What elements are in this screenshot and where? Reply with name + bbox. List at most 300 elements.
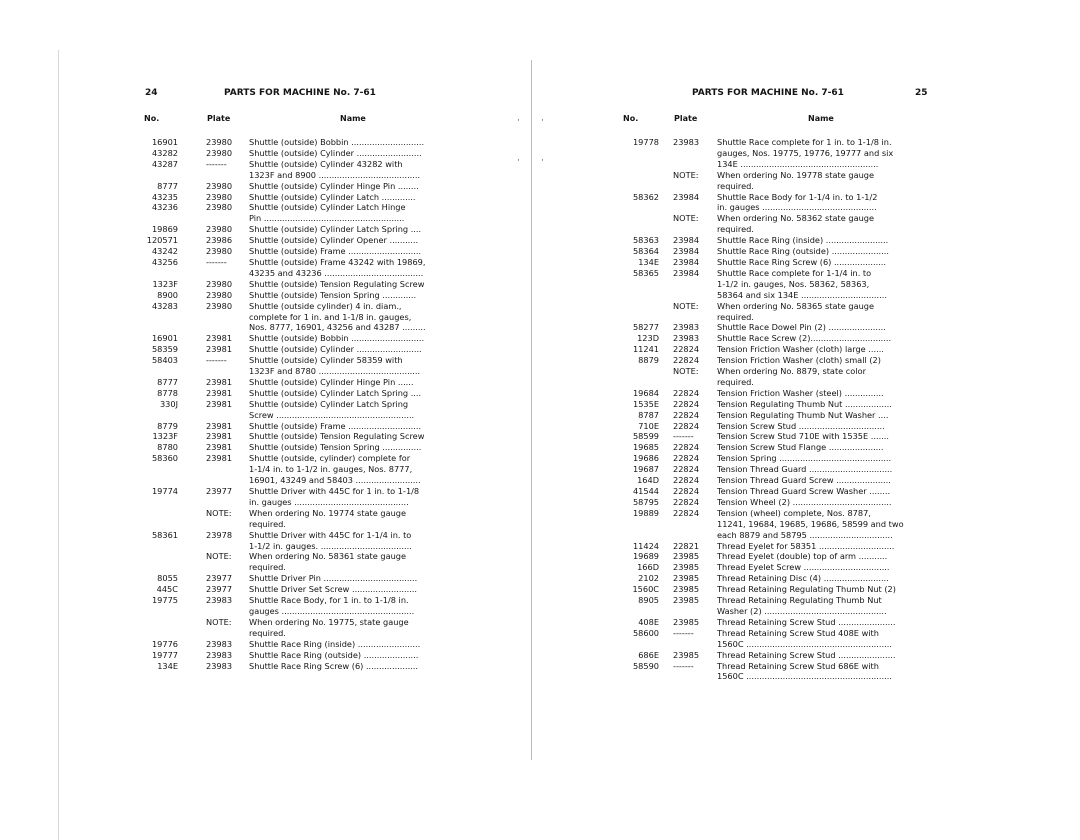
- part-name: Shuttle (outside) Frame 43242 with 19869,: [249, 256, 426, 267]
- plate-number: 23980: [206, 289, 233, 300]
- part-name: Shuttle (outside) Tension Regulating Screw: [249, 431, 425, 442]
- part-number: 8787: [638, 409, 659, 420]
- plate-number: 23984: [673, 267, 700, 278]
- part-name: Shuttle Race Ring Screw (6) ....................: [717, 256, 887, 267]
- right-page: [533, 0, 1080, 834]
- plate-number: 23983: [206, 649, 233, 660]
- part-number: 166D: [637, 562, 659, 573]
- part-name: 11241, 19684, 19685, 19686, 58599 and two: [717, 518, 904, 529]
- table-row: [608, 421, 935, 432]
- part-name: Shuttle Race Ring (outside) .....................: [249, 649, 419, 660]
- part-name: Nos. 8777, 16901, 43256 and 43287 .........: [249, 322, 426, 333]
- table-row: [608, 519, 935, 530]
- left-page: [0, 0, 533, 834]
- part-number: [120, 551, 178, 562]
- gutter-speck: ·: [541, 156, 544, 166]
- part-number: [608, 159, 659, 170]
- plate-number: [206, 519, 249, 530]
- table-row: [608, 661, 935, 672]
- part-name: required.: [249, 562, 286, 573]
- table-row: [608, 202, 935, 213]
- table-row: [120, 181, 465, 192]
- part-number: [120, 562, 178, 573]
- part-name: Shuttle (outside) Bobbin ............................: [249, 137, 425, 147]
- plate-number: [673, 312, 717, 323]
- table-row: [120, 301, 465, 312]
- table-row: [120, 442, 465, 453]
- table-row: [608, 399, 935, 410]
- table-row: [608, 257, 935, 268]
- table-row: [120, 257, 465, 268]
- table-row: [120, 377, 465, 388]
- plate-number: -------: [206, 355, 227, 366]
- table-row: [120, 584, 465, 595]
- table-row: [608, 279, 935, 290]
- plate-number: [206, 410, 249, 421]
- table-row: [608, 377, 935, 388]
- part-name: Shuttle (outside) Cylinder 43282 with: [249, 158, 403, 169]
- part-name: Thread Retaining Screw Stud ......................: [717, 616, 896, 627]
- part-number: 8905: [638, 595, 659, 606]
- part-number: [120, 268, 178, 279]
- part-name: each 8879 and 58795 ................................: [717, 529, 893, 540]
- table-row: [120, 192, 465, 203]
- part-name: Shuttle Race Body, for 1 in. to 1-1/8 in.: [249, 595, 409, 606]
- part-number: 445C: [156, 584, 178, 595]
- part-name: Thread Eyelet for 58351 .............................: [717, 540, 895, 551]
- part-number: [120, 475, 178, 486]
- table-row: [608, 355, 935, 366]
- table-row: [608, 431, 935, 442]
- part-number: 58403: [151, 355, 178, 366]
- part-name: Tension Screw Stud .................................: [717, 420, 885, 431]
- part-number: [608, 639, 659, 650]
- plate-number: 23980: [206, 202, 233, 213]
- part-number: 43256: [151, 256, 178, 267]
- table-row: [608, 595, 935, 606]
- plate-number: 22824: [673, 464, 700, 475]
- table-row: [120, 399, 465, 410]
- table-row: [608, 366, 935, 377]
- part-number: 686E: [638, 649, 659, 660]
- part-name: Shuttle (outside) Bobbin ............................: [249, 333, 425, 344]
- part-number: [120, 322, 178, 333]
- table-row: [120, 279, 465, 290]
- part-number: 19684: [632, 387, 659, 398]
- part-number: [608, 377, 659, 388]
- plate-number: [673, 181, 717, 192]
- plate-number: 23985: [673, 649, 700, 660]
- plate-number: [206, 170, 249, 181]
- part-name: Shuttle (outside) Cylinder Hinge Pin ......: [249, 376, 414, 387]
- plate-number: 22824: [673, 420, 700, 431]
- table-row: [120, 508, 465, 519]
- part-name: Shuttle (outside) Tension Spring ...............: [249, 442, 422, 453]
- table-row: [120, 475, 465, 486]
- part-number: 164D: [637, 475, 659, 486]
- table-row: [120, 606, 465, 617]
- table-row: [608, 290, 935, 301]
- plate-number: 23983: [206, 595, 233, 606]
- table-row: [120, 137, 465, 148]
- part-number: [120, 541, 178, 552]
- part-name: Shuttle Race Screw (2)...............................: [717, 333, 892, 344]
- plate-number: 22821: [673, 540, 700, 551]
- part-name: Shuttle (outside cylinder) 4 in. diam.,: [249, 300, 402, 311]
- part-number: [120, 628, 178, 639]
- part-name: Tension (wheel) complete, Nos. 8787,: [717, 507, 871, 518]
- part-name: When ordering No. 58365 state gauge: [717, 300, 875, 311]
- part-name: 58364 and six 134E .................................: [717, 289, 887, 300]
- part-name: When ordering No. 19774 state gauge: [249, 507, 407, 518]
- part-name: When ordering No. 58361 state gauge: [249, 551, 407, 562]
- part-number: 43283: [151, 300, 178, 311]
- part-name: Shuttle Race Body for 1-1/4 in. to 1-1/2: [717, 191, 878, 202]
- gutter-speck: ·: [541, 116, 544, 126]
- part-name: Thread Retaining Regulating Thumb Nut (2): [717, 584, 896, 595]
- part-name: Shuttle (outside) Cylinder Opener ...........: [249, 235, 419, 246]
- part-number: 134E: [157, 660, 178, 671]
- table-row: [120, 562, 465, 573]
- part-number: [120, 508, 178, 519]
- plate-number: [206, 312, 249, 323]
- plate-number: NOTE:: [673, 366, 699, 377]
- table-row: [120, 595, 465, 606]
- part-number: 58365: [632, 267, 659, 278]
- part-name: 16901, 43249 and 58403 .........................: [249, 475, 421, 486]
- column-header-no: No.: [623, 114, 639, 123]
- plate-number: [673, 530, 717, 541]
- table-row: [120, 312, 465, 323]
- table-row: [608, 584, 935, 595]
- plate-number: [673, 148, 717, 159]
- table-row: [608, 268, 935, 279]
- table-row: [608, 617, 935, 628]
- plate-number: 23977: [206, 584, 233, 595]
- plate-number: NOTE:: [673, 213, 699, 224]
- plate-number: [206, 322, 249, 333]
- part-number: [608, 213, 659, 224]
- part-number: [608, 279, 659, 290]
- part-number: 16901: [151, 137, 178, 147]
- part-number: 19889: [632, 507, 659, 518]
- table-row: [120, 224, 465, 235]
- table-row: [120, 486, 465, 497]
- part-name: required.: [717, 376, 754, 387]
- part-name: Tension Friction Washer (cloth) large ......: [717, 344, 884, 355]
- part-name: Shuttle Race complete for 1 in. to 1-1/8 in.: [717, 137, 892, 147]
- table-row: [120, 628, 465, 639]
- page-number: 25: [915, 88, 928, 98]
- gutter-speck: ·: [517, 116, 520, 126]
- table-row: [608, 562, 935, 573]
- part-number: [608, 170, 659, 181]
- plate-number: 22824: [673, 398, 700, 409]
- plate-number: 23981: [206, 431, 233, 442]
- plate-number: [206, 475, 249, 486]
- table-row: [120, 530, 465, 541]
- part-number: [608, 301, 659, 312]
- plate-number: [206, 497, 249, 508]
- table-row: [608, 606, 935, 617]
- table-row: [120, 617, 465, 628]
- part-name: Tension Spring ...........................................: [717, 453, 892, 464]
- part-number: 58600: [632, 627, 659, 638]
- plate-number: [206, 562, 249, 573]
- column-header-plate: Plate: [207, 114, 231, 123]
- part-name: When ordering No. 19778 state gauge: [717, 169, 875, 180]
- part-number: 8777: [157, 180, 178, 191]
- part-name: Shuttle (outside) Cylinder .........................: [249, 344, 422, 355]
- plate-number: [673, 159, 717, 170]
- table-row: [608, 453, 935, 464]
- plate-number: 23984: [673, 191, 700, 202]
- part-name: Screw .....................................................: [249, 409, 415, 420]
- part-number: [608, 671, 659, 682]
- plate-number: 23981: [206, 398, 233, 409]
- table-row: [608, 497, 935, 508]
- part-number: 58277: [632, 322, 659, 333]
- table-row: [120, 290, 465, 301]
- plate-number: 23983: [673, 137, 700, 147]
- part-name: Tension Thread Guard Screw .....................: [717, 475, 891, 486]
- part-name: Shuttle (outside) Cylinder Latch .............: [249, 191, 416, 202]
- part-name: Shuttle Driver Pin ....................................: [249, 573, 418, 584]
- plate-number: -------: [206, 158, 227, 169]
- part-name: 1-1/2 in. gauges. ...................................: [249, 540, 412, 551]
- table-row: [608, 246, 935, 257]
- part-name: Shuttle (outside) Cylinder 58359 with: [249, 355, 403, 366]
- part-name: Shuttle Driver with 445C for 1-1/4 in. to: [249, 529, 412, 540]
- part-name: gauges ...................................................: [249, 605, 415, 616]
- plate-number: [673, 519, 717, 530]
- part-number: 11241: [632, 344, 659, 355]
- part-name: Tension Friction Washer (steel) ...............: [717, 387, 884, 398]
- part-name: Shuttle (outside) Cylinder .........................: [249, 147, 422, 158]
- table-row: [608, 301, 935, 312]
- table-row: [120, 639, 465, 650]
- plate-number: 22824: [673, 496, 700, 507]
- part-number: [608, 202, 659, 213]
- part-name: When ordering No. 19775, state gauge: [249, 616, 409, 627]
- part-name: Tension Thread Guard ................................: [717, 464, 893, 475]
- part-name: 1323F and 8900 .......................................: [249, 169, 421, 180]
- plate-number: 23983: [206, 660, 233, 671]
- part-name: 1-1/4 in. to 1-1/2 in. gauges, Nos. 8777,: [249, 464, 413, 475]
- plate-number: 23985: [673, 584, 700, 595]
- part-number: 19687: [632, 464, 659, 475]
- parts-list: [608, 137, 935, 682]
- table-row: [120, 322, 465, 333]
- plate-number: 23981: [206, 420, 233, 431]
- table-row: [608, 508, 935, 519]
- table-row: [120, 148, 465, 159]
- part-number: [120, 497, 178, 508]
- page-title: PARTS FOR MACHINE No. 7-61: [692, 88, 844, 98]
- part-name: Shuttle Race Ring (inside) ........................: [249, 638, 421, 649]
- part-number: 8779: [157, 420, 178, 431]
- parts-list: [120, 137, 465, 671]
- part-number: 8780: [157, 442, 178, 453]
- plate-number: 23980: [206, 246, 233, 257]
- plate-number: [673, 377, 717, 388]
- part-number: 58362: [632, 191, 659, 202]
- part-name: Shuttle (outside) Cylinder Latch Spring: [249, 398, 409, 409]
- part-number: 1560C: [632, 584, 659, 595]
- part-number: [120, 312, 178, 323]
- table-row: [608, 148, 935, 159]
- part-name: Shuttle (outside) Tension Regulating Screw: [249, 278, 425, 289]
- part-name: required.: [249, 627, 286, 638]
- part-number: [608, 606, 659, 617]
- part-number: 43236: [151, 202, 178, 213]
- plate-number: [673, 290, 717, 301]
- part-number: 41544: [632, 486, 659, 496]
- table-row: [120, 246, 465, 257]
- part-number: 58590: [632, 660, 659, 671]
- part-name: complete for 1 in. and 1-1/8 in. gauges,: [249, 311, 412, 322]
- part-number: 43282: [151, 147, 178, 158]
- part-name: 134E .....................................................: [717, 158, 879, 169]
- plate-number: 23980: [206, 224, 233, 235]
- plate-number: 22824: [673, 475, 700, 486]
- column-header-name: Name: [340, 114, 366, 123]
- part-name: Thread Retaining Screw Stud 408E with: [717, 627, 879, 638]
- part-name: Shuttle (outside) Cylinder Latch Hinge: [249, 202, 406, 213]
- part-number: 58360: [151, 453, 178, 464]
- part-number: [608, 519, 659, 530]
- part-name: Shuttle Race Ring (inside) ........................: [717, 235, 889, 246]
- table-row: [608, 541, 935, 552]
- plate-number: [673, 606, 717, 617]
- part-number: 8778: [157, 387, 178, 398]
- part-number: [608, 312, 659, 323]
- part-number: 19869: [151, 224, 178, 235]
- table-row: [608, 159, 935, 170]
- part-name: Shuttle (outside) Cylinder Latch Spring ....: [249, 387, 422, 398]
- plate-number: 23977: [206, 486, 233, 496]
- part-number: [120, 464, 178, 475]
- table-row: [608, 628, 935, 639]
- table-row: [608, 312, 935, 323]
- part-number: 19776: [151, 638, 178, 649]
- part-name: Thread Retaining Screw Stud 686E with: [717, 660, 879, 671]
- table-row: [608, 213, 935, 224]
- table-row: [120, 344, 465, 355]
- part-name: gauges, Nos. 19775, 19776, 19777 and six: [717, 147, 894, 158]
- table-row: [120, 541, 465, 552]
- part-name: 1560C ........................................................: [717, 638, 892, 649]
- part-name: Thread Retaining Screw Stud ......................: [717, 649, 896, 660]
- part-number: 43235: [151, 191, 178, 202]
- part-number: 19778: [632, 137, 659, 147]
- plate-number: 23985: [673, 595, 700, 606]
- table-row: [120, 453, 465, 464]
- part-number: 19689: [632, 551, 659, 562]
- part-number: 123D: [637, 333, 659, 344]
- part-number: 43287: [151, 158, 178, 169]
- part-number: 19685: [632, 442, 659, 453]
- plate-number: [673, 279, 717, 290]
- plate-number: [206, 268, 249, 279]
- table-row: [120, 388, 465, 399]
- plate-number: 23977: [206, 573, 233, 584]
- table-row: [120, 519, 465, 530]
- table-row: [608, 573, 935, 584]
- part-number: 8055: [157, 573, 178, 584]
- part-name: in. gauges ............................................: [717, 202, 877, 213]
- plate-number: 23981: [206, 442, 233, 453]
- plate-number: [673, 671, 717, 682]
- plate-number: -------: [673, 660, 694, 671]
- plate-number: 22824: [673, 453, 700, 464]
- part-number: [120, 606, 178, 617]
- part-number: 134E: [638, 256, 659, 267]
- plate-number: 23985: [673, 573, 700, 584]
- plate-number: [206, 628, 249, 639]
- part-number: [608, 224, 659, 235]
- plate-number: 23981: [206, 376, 233, 387]
- plate-number: 23984: [673, 235, 700, 246]
- part-number: 710E: [638, 420, 659, 431]
- part-name: When ordering No. 58362 state gauge: [717, 213, 875, 224]
- part-name: 43235 and 43236 ......................................: [249, 267, 424, 278]
- plate-number: 22824: [673, 355, 700, 366]
- plate-number: 22824: [673, 507, 700, 518]
- part-name: Tension Thread Guard Screw Washer ........: [717, 486, 891, 496]
- table-row: [120, 333, 465, 344]
- plate-number: 23985: [673, 562, 700, 573]
- plate-number: 23985: [673, 616, 700, 627]
- plate-number: [206, 541, 249, 552]
- part-number: 58795: [632, 496, 659, 507]
- plate-number: [206, 366, 249, 377]
- part-number: 1535E: [632, 398, 659, 409]
- plate-number: NOTE:: [206, 507, 232, 518]
- table-row: [608, 650, 935, 661]
- table-row: [120, 661, 465, 672]
- plate-number: 23980: [206, 300, 233, 311]
- plate-number: 23981: [206, 453, 233, 464]
- plate-number: 22824: [673, 486, 700, 496]
- part-number: 16901: [151, 333, 178, 344]
- part-name: Shuttle (outside) Cylinder Hinge Pin ........: [249, 180, 419, 191]
- table-row: [608, 224, 935, 235]
- table-row: [608, 170, 935, 181]
- part-name: Tension Screw Stud 710E with 1535E .......: [717, 431, 889, 442]
- plate-number: 23980: [206, 147, 233, 158]
- part-name: Shuttle (outside, cylinder) complete for: [249, 453, 411, 464]
- table-row: [120, 464, 465, 475]
- table-row: [608, 410, 935, 421]
- plate-number: [673, 202, 717, 213]
- table-row: [120, 551, 465, 562]
- plate-number: 23985: [673, 551, 700, 562]
- part-number: [608, 530, 659, 541]
- part-number: [120, 213, 178, 224]
- table-row: [608, 333, 935, 344]
- part-number: 8777: [157, 376, 178, 387]
- table-row: [608, 344, 935, 355]
- plate-number: 23983: [673, 333, 700, 344]
- plate-number: [206, 464, 249, 475]
- plate-number: 22824: [673, 442, 700, 453]
- table-row: [120, 268, 465, 279]
- plate-number: 23983: [673, 322, 700, 333]
- plate-number: -------: [673, 431, 694, 442]
- plate-number: -------: [673, 627, 694, 638]
- plate-number: [206, 213, 249, 224]
